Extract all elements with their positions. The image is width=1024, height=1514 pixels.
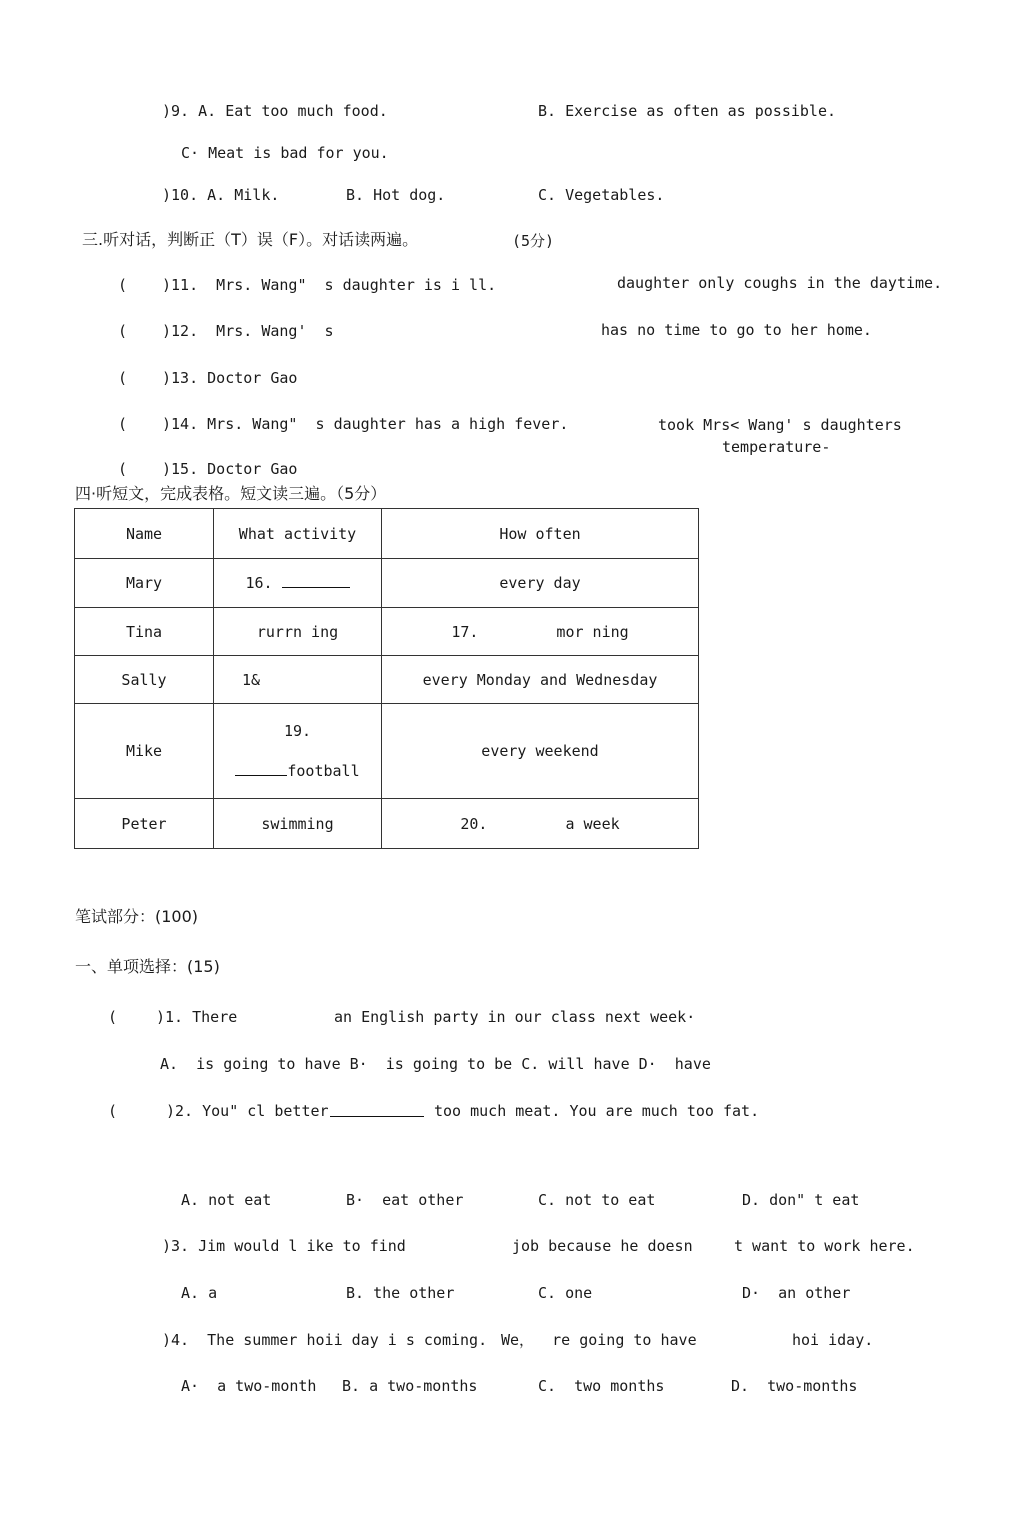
mc4-stem-tail: hoi iday.	[792, 1331, 874, 1349]
answer-blank-19[interactable]	[235, 775, 287, 776]
mc4-option-d: D. two-months	[731, 1377, 858, 1395]
header-activity: What activity	[214, 509, 382, 559]
cell-how-often	[382, 799, 699, 849]
mc4-option-b: B. a two-months	[342, 1377, 478, 1395]
mc1-paren: (	[108, 1008, 118, 1026]
q10-option-b: B. Hot dog.	[346, 186, 446, 204]
mc4-stem: )4. The summer hoii day i s coming.	[162, 1331, 488, 1349]
q10-option-c: C. Vegetables.	[538, 186, 665, 204]
mc3-stem-mid: job because he doesn	[512, 1237, 693, 1255]
mc3-option-c: C. one	[538, 1284, 593, 1302]
section3-score: (5分)	[512, 232, 555, 250]
q9-stem: )9. A. Eat too much food.	[162, 102, 388, 120]
cell-how-often: every Monday and Wednesday	[382, 656, 699, 704]
mc2-option-c: C. not to eat	[538, 1191, 656, 1209]
table-row	[75, 656, 699, 704]
mc4-option-a: A· a two-month	[181, 1377, 317, 1395]
table-header-row	[75, 509, 699, 559]
tf11-left: )11. Mrs. Wang" s daughter is i ll.	[162, 276, 497, 294]
tf13-paren: (	[118, 369, 128, 387]
mc2-stem: )2. You" cl better	[166, 1102, 329, 1120]
mc1-options: A. is going to have B· is going to be C. will have D· have	[160, 1055, 711, 1073]
cell-activity	[214, 559, 382, 608]
tf15-paren: (	[118, 460, 128, 478]
blank-number: 16.	[245, 574, 273, 592]
cell-name: Sally	[75, 656, 214, 704]
mc4-option-c: C. two months	[538, 1377, 665, 1395]
tf15-left: )15. Doctor Gao	[162, 460, 298, 478]
header-name: Name	[75, 509, 214, 559]
tf12-paren: (	[118, 322, 128, 340]
mc3-stem: )3. Jim would l ike to find	[162, 1237, 406, 1255]
tf14-right-line2: temperature-	[722, 438, 831, 456]
how-often-tail: mor ning	[556, 622, 629, 641]
table-row	[75, 704, 699, 799]
mc2-paren: (	[108, 1102, 118, 1120]
section3-title: 三.听对话，判断正（T）误（F）。对话读两遍。	[82, 230, 419, 249]
mc1-stem: )1. There	[156, 1008, 238, 1026]
cell-activity: 1&	[214, 656, 382, 704]
mc3-option-b: B. the other	[346, 1284, 455, 1302]
mc1-stem-tail: an English party in our class next week·	[334, 1008, 696, 1026]
single-choice-title: 一、单项选择：(15)	[75, 957, 220, 976]
written-part-title: 笔试部分：(100)	[75, 907, 199, 926]
tf11-paren: (	[118, 276, 128, 294]
table-row	[75, 608, 699, 656]
table-row	[75, 559, 699, 608]
mc2-option-d: D. don" t eat	[742, 1191, 860, 1209]
tf14-left: )14. Mrs. Wang" s daughter has a high fever.	[162, 415, 569, 433]
tf14-right: took Mrs< Wang' s daughters	[658, 416, 902, 434]
mc2-answer-blank[interactable]	[330, 1100, 424, 1117]
q10-option-a: )10. A. Milk.	[162, 186, 280, 204]
section4-title: 四·听短文，完成表格。短文读三遍。（5分）	[75, 484, 387, 503]
tf12-left: )12. Mrs. Wang' s	[162, 322, 334, 340]
mc2-stem-tail: too much meat. You are much too fat.	[434, 1102, 760, 1120]
tf14-paren: (	[118, 415, 128, 433]
cell-name: Peter	[75, 799, 214, 849]
tf12-right: has no time to go to her home.	[601, 321, 872, 339]
cell-how-often	[382, 608, 699, 656]
mc2-option-b: B· eat other	[346, 1191, 464, 1209]
blank-number: 20.	[460, 814, 488, 833]
mc3-stem-tail: t want to work here.	[734, 1237, 915, 1255]
cell-how-often: every day	[382, 559, 699, 608]
cell-activity: rurrn ing	[214, 608, 382, 656]
answer-blank-16[interactable]	[282, 587, 350, 588]
q9-option-c: C· Meat is bad for you.	[181, 144, 389, 162]
header-how-often: How often	[382, 509, 699, 559]
cell-activity	[214, 704, 382, 799]
q9-option-b: B. Exercise as often as possible.	[538, 102, 837, 120]
cell-how-often: every weekend	[382, 704, 699, 799]
how-often-tail: a week	[565, 814, 620, 833]
mc4-stem-mid: We， re going to have	[501, 1331, 697, 1349]
cell-name: Mary	[75, 559, 214, 608]
cell-name: Mike	[75, 704, 214, 799]
tf13-left: )13. Doctor Gao	[162, 369, 298, 387]
mc3-option-d: D· an other	[742, 1284, 851, 1302]
blank-number: 17.	[451, 622, 479, 641]
blank-number: 19.	[283, 722, 312, 740]
mc2-option-a: A. not eat	[181, 1191, 272, 1209]
tf11-right: daughter only coughs in the daytime.	[617, 274, 943, 292]
cell-name: Tina	[75, 608, 214, 656]
mc3-option-a: A. a	[181, 1284, 218, 1302]
activity-table	[74, 508, 699, 849]
table-row	[75, 799, 699, 849]
cell-activity: swimming	[214, 799, 382, 849]
activity-tail: football	[287, 762, 360, 780]
